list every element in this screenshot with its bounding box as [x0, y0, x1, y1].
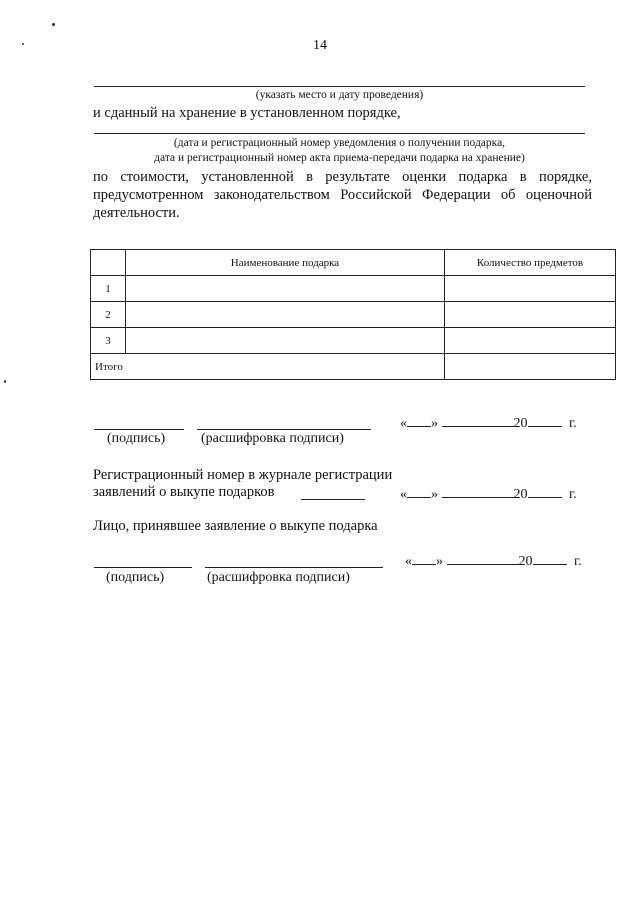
row-number: 2	[91, 302, 126, 328]
page-number: 14	[313, 38, 327, 53]
year-blank[interactable]	[528, 412, 562, 427]
paragraph-line-1: по стоимости, установленной в результате оценки подарка в порядке,	[93, 169, 592, 185]
place-date-caption: (указать место и дату проведения)	[255, 89, 424, 101]
registration-date-field[interactable]: « » 20 г.	[400, 483, 577, 503]
year-blank[interactable]	[533, 550, 567, 565]
gift-qty-cell[interactable]	[445, 276, 616, 302]
header-name-cell: Наименование подарка	[126, 250, 445, 276]
signature-label: (подпись)	[106, 570, 165, 585]
day-blank[interactable]	[407, 483, 431, 498]
decoding-line[interactable]	[205, 567, 383, 568]
day-blank[interactable]	[412, 550, 436, 565]
gift-qty-cell[interactable]	[445, 302, 616, 328]
table-header-row	[91, 250, 616, 276]
notification-caption-b: дата и регистрационный номер акта приема-передачи подарка на хранение)	[154, 152, 525, 164]
decoding-line[interactable]	[197, 429, 371, 430]
signature-line[interactable]	[94, 429, 184, 430]
table-row	[91, 302, 616, 328]
table-total-row	[91, 354, 616, 380]
decoding-label: (расшифровка подписи)	[207, 570, 350, 585]
decoding-label: (расшифровка подписи)	[201, 431, 344, 446]
row-number: 1	[91, 276, 126, 302]
paragraph-line-3: деятельности.	[93, 205, 180, 221]
storage-text: и сданный на хранение в установленном порядке,	[93, 105, 401, 121]
total-label: Итого	[91, 354, 445, 380]
month-blank[interactable]	[442, 412, 514, 427]
table-row	[91, 328, 616, 354]
scan-speck	[52, 23, 55, 26]
person-text: Лицо, принявшее заявление о выкупе подарка	[93, 518, 378, 534]
total-qty-cell[interactable]	[445, 354, 616, 380]
notification-caption-a: (дата и регистрационный номер уведомления о получении подарка,	[173, 137, 506, 149]
gift-table	[90, 249, 616, 380]
gift-name-cell[interactable]	[126, 302, 445, 328]
signature-label: (подпись)	[107, 431, 166, 446]
table-row	[91, 276, 616, 302]
day-blank[interactable]	[407, 412, 431, 427]
signature-line[interactable]	[94, 567, 192, 568]
date-field[interactable]: « » 20 г.	[400, 412, 577, 432]
year-blank[interactable]	[528, 483, 562, 498]
header-qty-cell: Количество предметов	[445, 250, 616, 276]
gift-name-cell[interactable]	[126, 328, 445, 354]
date-field[interactable]: « » 20 г.	[405, 550, 582, 570]
notification-line	[94, 133, 585, 134]
scan-speck	[4, 380, 6, 383]
registration-text-1: Регистрационный номер в журнале регистрации	[93, 467, 393, 483]
row-number: 3	[91, 328, 126, 354]
header-num-cell	[91, 250, 126, 276]
paragraph-line-2: предусмотренном законодательством Российской Федерации об оценочной	[93, 187, 592, 203]
month-blank[interactable]	[447, 550, 519, 565]
gift-name-cell[interactable]	[126, 276, 445, 302]
gift-qty-cell[interactable]	[445, 328, 616, 354]
place-date-line	[94, 86, 585, 87]
registration-text-2: заявлений о выкупе подарков	[93, 484, 275, 500]
month-blank[interactable]	[442, 483, 514, 498]
registration-number-line[interactable]	[301, 499, 365, 500]
